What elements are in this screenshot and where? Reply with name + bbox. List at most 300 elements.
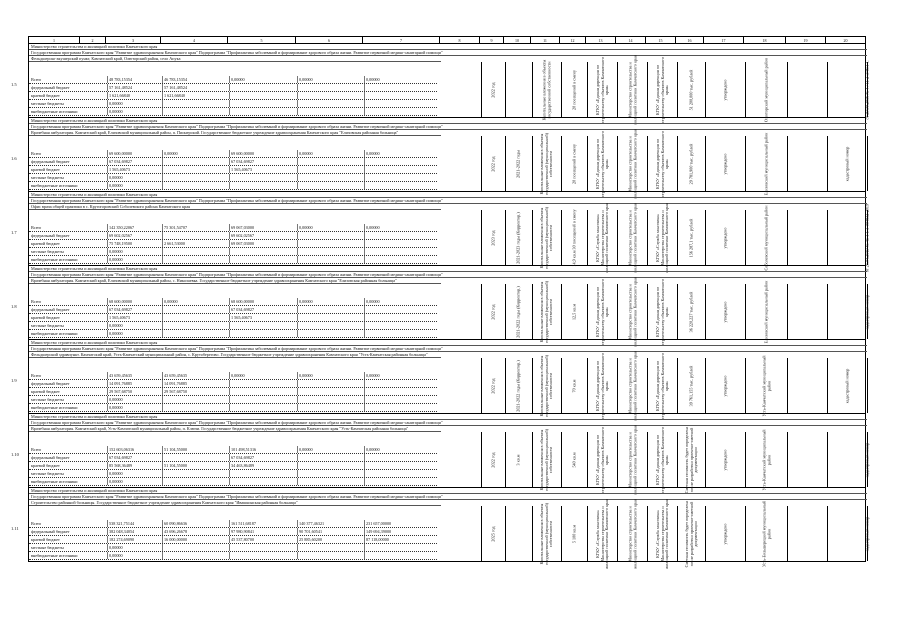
object-section [11, 266, 870, 347]
attribute-cell [617, 54, 647, 125]
financing-row [29, 462, 437, 470]
financing-value [364, 248, 422, 255]
financing-value [162, 478, 220, 485]
financing-value: 152 603,06316 [107, 446, 161, 453]
column-number-header: 8 [440, 36, 480, 44]
financing-value: 29 567,68750 [162, 388, 220, 395]
vertical-text: 156 287,1 тыс. рублей [688, 218, 694, 257]
financing-value: 0,00000 [297, 76, 355, 83]
financing-value [162, 108, 220, 115]
column-number-header: 16 [676, 36, 704, 44]
vertical-text: 39 761,155 тыс. рублей [688, 365, 694, 406]
vertical-text: утверждено [722, 78, 728, 101]
financing-source-label: внебюджетные источники [31, 183, 78, 188]
vertical-text: Капитальные вложения в объекты государственной (муниципальной) собственности [539, 280, 554, 343]
vertical-text: 2022 год [490, 155, 496, 172]
vertical-text: КГКУ «Служба заказчика» Министерства строительства и жилищной политики Камчатского края [594, 202, 609, 273]
attribute-cell [587, 352, 617, 419]
attribute-cell [481, 284, 505, 339]
vertical-text: КГКУ «Единая дирекция по строительству объектов Камчатского края» [654, 56, 669, 123]
vertical-text: Усть-Большерецкий муниципальный район [760, 500, 771, 567]
vertical-text: 20 посещений в смену [571, 143, 577, 184]
ministry-line: Министерство строительства и жилищной политики Камчатского края [29, 340, 867, 346]
financing-source-label: краевой бюджет [31, 389, 60, 394]
attribute-cell [647, 278, 677, 345]
attribute-cell [561, 358, 587, 413]
financing-value [297, 552, 355, 559]
vertical-text: 2022 год [490, 451, 496, 468]
object-section [11, 488, 870, 569]
financing-value: 43 659,45635 [107, 372, 161, 379]
financing-value [229, 322, 287, 329]
financing-row [29, 166, 437, 174]
financing-value: 149 694,39000 [364, 528, 422, 535]
financing-value [364, 454, 422, 461]
financing-value: 0,00000 [107, 552, 161, 559]
financing-row [29, 92, 437, 100]
financing-source-label: Всего [31, 521, 42, 526]
attribute-cell [532, 132, 561, 195]
attribute-cell [481, 136, 505, 191]
financing-value [364, 256, 422, 263]
vertical-text: кадастровый номер [844, 146, 850, 181]
attribute-cell [677, 136, 705, 191]
financing-value: 1 565,40673 [107, 314, 161, 321]
attribute-cell [787, 432, 827, 487]
attribute-cell [867, 358, 868, 413]
financing-value: 382 048,34054 [107, 528, 161, 535]
object-name-line: Врачебная амбулатория. Камчатский край, Елизовский муниципальный район, с. Николаевка. Государственное бюджетное учреждение здравоохранения Камчатского края "Елизовская районная больница" [29, 278, 441, 284]
vertical-text: 2021-2022 годы [515, 149, 521, 178]
financing-value [297, 240, 355, 247]
financing-value: 69 067,03000 [229, 224, 287, 231]
column-number-header: 17 [704, 36, 744, 44]
ministry-line: Министерство строительства и жилищной политики Камчатского края [29, 266, 867, 272]
attribute-cell [481, 506, 505, 561]
vertical-text: 29 781,900 тыс. рублей [688, 143, 694, 184]
row-number: 1.5 [11, 82, 17, 87]
vertical-text: КГКУ «Служба заказчика» Министерства строительства и жилищной политики Камчатского края [654, 202, 669, 273]
vertical-text: Капитальные вложения в объекты государственной (муниципальной) собственности [539, 206, 554, 269]
attribute-cell [561, 284, 587, 339]
attribute-cell [647, 56, 677, 123]
ministry-line: Министерство строительства и жилищной политики Камчатского края [29, 488, 867, 494]
program-line: Государственная программа Камчатского края "Развитие здравоохранения Камчатского края" Подпрограмма "Профилактика заболеваний и формирование здорового образа жизни. Развитие первичной медико-санитарной помощи" [29, 198, 867, 204]
financing-value [229, 388, 287, 395]
financing-value [297, 330, 355, 337]
financing-value [162, 544, 220, 551]
attribute-cell [587, 278, 617, 345]
attribute-cell [745, 132, 787, 195]
financing-source-label: федеральный бюджет [31, 233, 70, 238]
attribute-cell [745, 204, 787, 271]
vertical-text: кадастровый номер [864, 516, 870, 551]
financing-value [364, 544, 422, 551]
financing-row [29, 100, 437, 108]
financing-value [364, 306, 422, 313]
financing-value [297, 108, 355, 115]
attribute-cell [561, 62, 587, 117]
column-number-header: 1 [28, 36, 80, 44]
object-section [11, 340, 866, 421]
vertical-text: Министерство строительства и жилищной политики Камчатского края [626, 276, 637, 347]
financing-value [162, 306, 220, 313]
attribute-cell [705, 358, 745, 413]
vertical-text: 3 кв.м [515, 454, 521, 465]
financing-table [29, 150, 437, 190]
financing-value: 34 463,86489 [229, 462, 287, 469]
financing-value [229, 84, 287, 91]
financing-value [229, 108, 287, 115]
financing-value [162, 470, 220, 477]
financing-value: 1 621,66840 [107, 92, 161, 99]
financing-value [229, 182, 287, 189]
attribute-cell [481, 432, 505, 487]
financing-source-label: Всего [31, 77, 42, 82]
financing-value: 85 568,36489 [107, 462, 161, 469]
financing-value: 1 565,40673 [229, 166, 287, 173]
financing-row [29, 372, 437, 380]
financing-value [162, 158, 220, 165]
financing-source-label: краевой бюджет [31, 315, 60, 320]
attribute-cell [587, 130, 617, 197]
object-name-line: Фельдшерский здравпункт. Камчатский край, Усть-Камчатский муниципальный район, с. Крутоберегово. Государственное бюджетное учреждение здравоохранения Камчатского края "Усть-Камчатская районная больница" [29, 352, 441, 358]
financing-value: 67 034,69827 [107, 158, 161, 165]
attribute-cell [745, 355, 787, 416]
vertical-text: Министерство строительства и жилищной политики Камчатского края [626, 498, 637, 569]
ministry-line: Министерство строительства и жилищной политики Камчатского края [29, 118, 867, 124]
attribute-cell [617, 202, 647, 273]
financing-value [162, 314, 220, 321]
financing-value [162, 182, 220, 189]
vertical-text: КГКУ «Единая дирекция по строительству объектов Камчатского края» [654, 352, 669, 419]
column-number-header: 14 [616, 36, 646, 44]
attribute-cells [441, 276, 870, 347]
financing-value: 538 321,75144 [107, 520, 161, 527]
financing-value: 101 498,51316 [229, 446, 287, 453]
financing-row [29, 150, 437, 158]
financing-value [162, 174, 220, 181]
financing-value [364, 478, 422, 485]
attribute-cell [505, 62, 532, 117]
financing-row [29, 552, 437, 560]
financing-row [29, 306, 437, 314]
attribute-cell [532, 280, 561, 343]
financing-row [29, 478, 437, 486]
vertical-text: 36 220,227 тыс. рублей [688, 291, 694, 332]
vertical-text: 2022 год [490, 377, 496, 394]
financing-value [229, 256, 287, 263]
financing-value [297, 380, 355, 387]
financing-value [364, 322, 422, 329]
attribute-cell [864, 60, 870, 120]
attribute-cell [532, 59, 561, 120]
financing-row [29, 224, 437, 232]
financing-value [297, 182, 355, 189]
financing-value [229, 552, 287, 559]
column-number-header: 11 [531, 36, 560, 44]
attribute-cell [787, 358, 827, 413]
financing-source-label: внебюджетные источники [31, 479, 78, 484]
attribute-cell [617, 128, 647, 199]
financing-value [364, 166, 422, 173]
financing-source-label: внебюджетные источники [31, 109, 78, 114]
attribute-cell [617, 498, 647, 569]
financing-value [297, 454, 355, 461]
financing-row [29, 396, 437, 404]
financing-row [29, 158, 437, 166]
column-number-header: 13 [586, 36, 616, 44]
financing-row [29, 76, 437, 84]
financing-value: 68 600,00000 [229, 298, 287, 305]
financing-source-label: местные бюджеты [31, 471, 64, 476]
financing-value: 43 696,26678 [162, 528, 220, 535]
financing-table [29, 224, 437, 264]
financing-value [297, 174, 355, 181]
financing-value: 43 659,45635 [162, 372, 220, 379]
attribute-cell [705, 136, 745, 191]
vertical-text: Усть-Камчатский муниципальный район [760, 355, 771, 416]
vertical-text: КГКУ «Единая дирекция по строительству объектов Камчатского края» [654, 130, 669, 197]
financing-source-label: федеральный бюджет [31, 159, 70, 164]
financing-value: 14 091,76885 [107, 380, 161, 387]
attribute-cell [647, 426, 677, 493]
financing-value: 0,00000 [107, 256, 161, 263]
attribute-cell [827, 210, 867, 265]
financing-value: 0,00000 [107, 174, 161, 181]
row-number: 1.8 [11, 304, 17, 309]
vertical-text: утверждено [722, 152, 728, 175]
financing-value [364, 314, 422, 321]
ministry-line: Министерство строительства и жилищной политики Камчатского края [29, 414, 867, 420]
financing-table [29, 76, 437, 116]
attribute-cell [505, 284, 532, 339]
financing-value: 0,00000 [297, 298, 355, 305]
vertical-text: Министерство строительства и жилищной политики Камчатского края [626, 202, 637, 273]
vertical-text: кадастровый номер [844, 368, 850, 403]
attribute-cell [561, 506, 587, 561]
attribute-cell [481, 62, 505, 117]
financing-value [229, 174, 287, 181]
attribute-cells [441, 424, 870, 495]
financing-value: 1 565,40673 [107, 166, 161, 173]
financing-value: 0,00000 [364, 224, 422, 231]
attribute-cell [787, 62, 827, 117]
attribute-cell [745, 280, 787, 343]
attribute-cell [677, 426, 705, 493]
financing-source-label: местные бюджеты [31, 101, 64, 106]
object-name-line: Офис врача общей практики в с. Кругогоровский Соболевского района Камчатского края [29, 204, 441, 210]
financing-value: 0,00000 [297, 224, 355, 231]
vertical-text: утверждено [722, 226, 728, 249]
financing-value: 46 783,15354 [162, 76, 220, 83]
vertical-text: Министерство строительства и жилищной политики Камчатского края [626, 54, 637, 125]
financing-value: 29 567,68750 [107, 388, 161, 395]
financing-table [29, 446, 437, 486]
financing-value [297, 248, 355, 255]
financing-value [297, 314, 355, 321]
row-number: 1.6 [11, 156, 17, 161]
object-name-line: Врачебная амбулатория. Камчатский край, Елизовский муниципальный район, п. Пионерский. Государственное бюджетное учреждение здравоохранения Камчатского края "Елизовская районная больница" [29, 130, 441, 136]
financing-value: 0,00000 [297, 372, 355, 379]
financing-value [297, 256, 355, 263]
financing-source-label: внебюджетные источники [31, 331, 78, 336]
financing-value: 75 301,54707 [162, 224, 220, 231]
financing-row [29, 520, 437, 528]
financing-value [297, 462, 355, 469]
ministry-line: Министерство строительства и жилищной политики Камчатского края [29, 44, 867, 50]
financing-value: 0,00000 [107, 108, 161, 115]
column-number-header: 7 [363, 36, 440, 44]
vertical-text: Олюторский муниципальный район [763, 57, 769, 122]
financing-value: 69 602,02567 [229, 232, 287, 239]
financing-row [29, 380, 437, 388]
vertical-text: от 21.04.2019 № 41-1-1-3-004832-2019 [864, 203, 870, 272]
ministry-line: Министерство строительства и жилищной политики Камчатского края [29, 192, 867, 198]
financing-value: 1 565,40673 [229, 314, 287, 321]
row-number: 1.10 [11, 452, 19, 457]
attribute-cell [505, 432, 532, 487]
attribute-cells [441, 128, 865, 199]
financing-value: 0,00000 [162, 298, 220, 305]
financing-value: 1 621,66840 [162, 92, 220, 99]
vertical-text: 2021-2023 годы (Корректир.) [515, 211, 521, 264]
vertical-text: КГКУ «Служба заказчика» Министерства строительства и жилищной политики Камчатского края [594, 498, 609, 569]
financing-value: 69 600,00000 [229, 150, 287, 157]
financing-table [29, 372, 437, 412]
attribute-cell [587, 498, 617, 569]
financing-value: 0,00000 [229, 372, 287, 379]
financing-row [29, 108, 437, 116]
financing-value: 87 118,00000 [364, 536, 422, 543]
column-number-header: 9 [480, 36, 504, 44]
financing-source-label: Всего [31, 447, 42, 452]
financing-value: 67 034,69827 [107, 454, 161, 461]
financing-value: 90 701,60541 [297, 528, 355, 535]
financing-value [297, 158, 355, 165]
program-line: Государственная программа Камчатского края "Развитие здравоохранения Камчатского края" Подпрограмма "Профилактика заболеваний и формирование здорового образа жизни. Развитие первичной медико-санитарной помощи" [29, 124, 867, 130]
vertical-text: 2021-2022 годы (Корректир.) [515, 285, 521, 338]
financing-value: 69 602,02567 [107, 232, 161, 239]
financing-value: 0,00000 [364, 76, 422, 83]
vertical-text: КГКУ «Единая дирекция по строительству объектов Камчатского края» [594, 130, 609, 197]
object-section [11, 192, 870, 273]
financing-source-label: краевой бюджет [31, 463, 60, 468]
vertical-text: КГКУ «Единая дирекция по строительству объектов Камчатского края» [594, 352, 609, 419]
financing-row [29, 248, 437, 256]
attribute-cell [705, 506, 745, 561]
row-number: 1.7 [11, 230, 17, 235]
vertical-text: Капитальные вложения в объекты государственной (муниципальной) собственности [539, 502, 554, 565]
financing-value [364, 470, 422, 477]
attribute-cell [587, 426, 617, 493]
vertical-text: 2022 год [490, 81, 496, 98]
financing-source-label: местные бюджеты [31, 397, 64, 402]
financing-value [297, 544, 355, 551]
financing-value [297, 396, 355, 403]
attribute-cell [867, 136, 868, 191]
financing-value [297, 404, 355, 411]
financing-value [364, 174, 422, 181]
financing-value [297, 388, 355, 395]
financing-source-label: внебюджетные источники [31, 257, 78, 262]
financing-value: 60 090,86636 [162, 520, 220, 527]
object-name-line: Врачебная амбулатория. Камчатский край, Усть-Камчатский муниципальный район, п. Ключи. Государственное бюджетное учреждение здравоохранения Камчатского края "Усть-Камчатская районная больница" [29, 426, 441, 432]
financing-source-label: местные бюджеты [31, 249, 64, 254]
financing-value: 0,00000 [107, 470, 161, 477]
vertical-text: утверждено [722, 448, 728, 471]
financing-row [29, 470, 437, 478]
investment-objects-table [11, 36, 870, 569]
financing-value [297, 100, 355, 107]
attribute-cell [677, 284, 705, 339]
financing-value [229, 248, 287, 255]
financing-row [29, 298, 437, 306]
vertical-text: кадастровый номер [864, 442, 870, 477]
financing-value [162, 256, 220, 263]
attribute-cell [705, 284, 745, 339]
financing-value [364, 240, 422, 247]
financing-value [364, 182, 422, 189]
vertical-text: утверждено [722, 374, 728, 397]
attribute-cell [532, 502, 561, 565]
attribute-cell [827, 432, 867, 487]
financing-source-label: федеральный бюджет [31, 307, 70, 312]
attribute-cell [827, 358, 867, 413]
financing-source-label: местные бюджеты [31, 545, 64, 550]
financing-value: 16 000,00000 [162, 536, 220, 543]
vertical-text: Елизовский муниципальный район [763, 280, 769, 343]
financing-value [297, 306, 355, 313]
vertical-text: от 29.09.2016 № 4 / 11-2-3/46/1-С [864, 60, 870, 120]
financing-row [29, 404, 437, 412]
financing-value [297, 470, 355, 477]
vertical-text: Сметная стоимость будет определена после разработки проектно-сметной документации [683, 500, 698, 567]
financing-source-label: местные бюджеты [31, 175, 64, 180]
row-number: 1.11 [11, 526, 19, 531]
vertical-text: КГКУ «Служба заказчика» Министерства строительства и жилищной политики Камчатского края [654, 498, 669, 569]
financing-source-label: краевой бюджет [31, 167, 60, 172]
program-line: Государственная программа Камчатского края "Развитие здравоохранения Камчатского края" Подпрограмма "Профилактика заболеваний и формирование здорового образа жизни. Развитие первичной медико-санитарной помощи" [29, 346, 867, 352]
attribute-cell [677, 210, 705, 265]
vertical-text: КГКУ «Единая дирекция по строительству объектов Камчатского края» [654, 278, 669, 345]
financing-value [364, 100, 422, 107]
financing-value [162, 454, 220, 461]
column-number-header: 10 [504, 36, 531, 44]
vertical-text: Сметная стоимость будет определена после разработки проектно-сметной документации [683, 426, 698, 493]
financing-value [229, 404, 287, 411]
financing-value: 231 657,00000 [364, 520, 422, 527]
attribute-cell [561, 136, 587, 191]
column-number-header: 15 [646, 36, 676, 44]
financing-source-label: Всего [31, 299, 42, 304]
financing-row [29, 256, 437, 264]
financing-row [29, 174, 437, 182]
financing-value [162, 322, 220, 329]
vertical-text: КГКУ «Единая дирекция по строительству объектов Камчатского края» [594, 56, 609, 123]
financing-value [364, 232, 422, 239]
financing-value: 0,00000 [107, 182, 161, 189]
financing-value [229, 478, 287, 485]
financing-source-label: федеральный бюджет [31, 381, 70, 386]
vertical-text: Капитальные вложения в объекты государственной (муниципальной) собственности [539, 428, 554, 491]
vertical-text: утверждено [722, 300, 728, 323]
financing-value: 67 034,69827 [229, 158, 287, 165]
financing-value [364, 330, 422, 337]
financing-value: 140 377,46321 [297, 520, 355, 527]
financing-value [162, 232, 220, 239]
financing-row [29, 330, 437, 338]
